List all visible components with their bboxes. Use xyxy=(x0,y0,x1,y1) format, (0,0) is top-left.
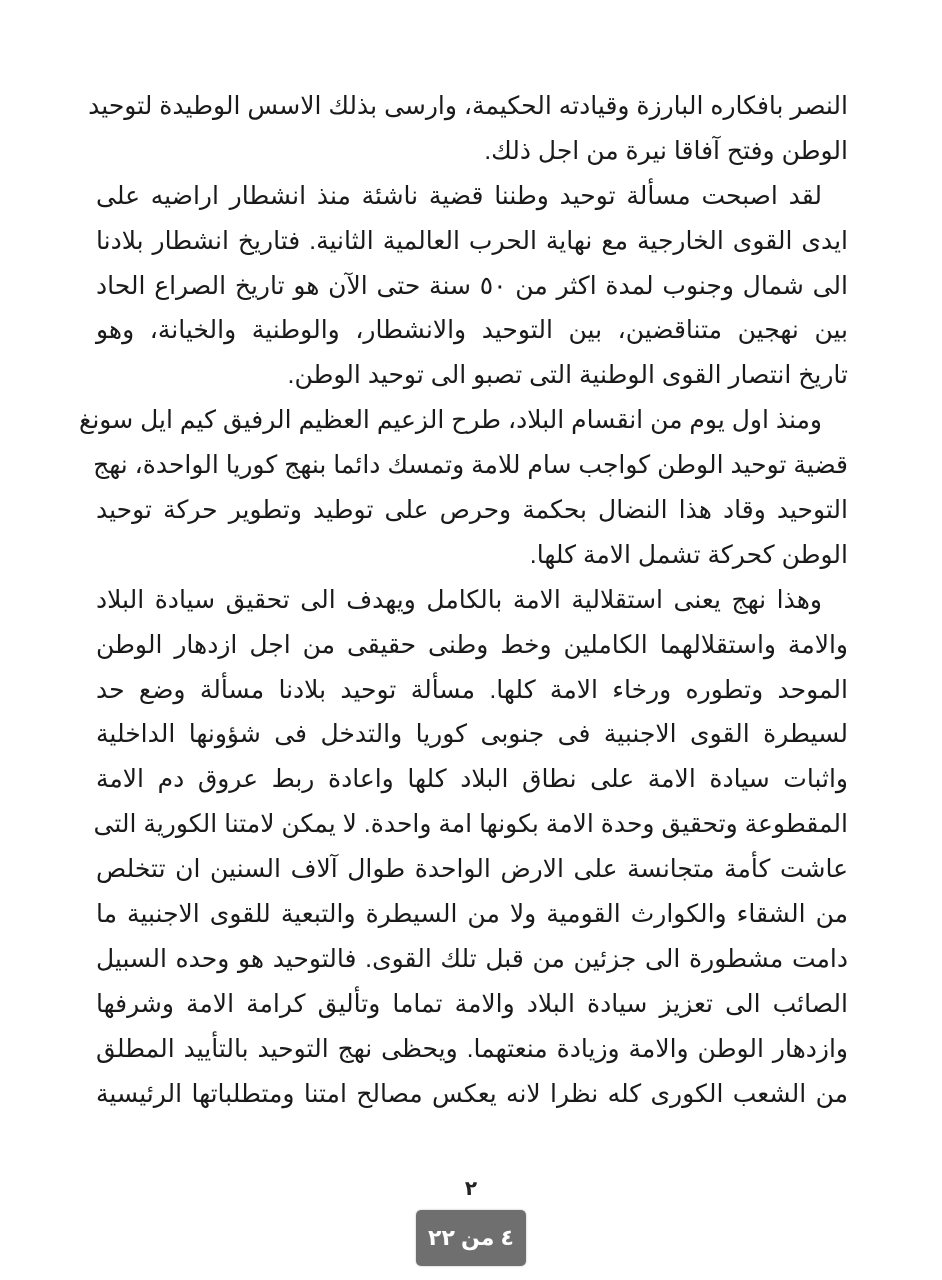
text-line: لسيطرة القوى الاجنبية فى جنوبى كوريا والتدخل فى شؤونها الداخلية xyxy=(96,720,848,749)
text-line: والامة واستقلالهما الكاملين وخط وطنى حقيقى من اجل ازدهار الوطن xyxy=(96,630,848,659)
text-line: الوطن كحركة تشمل الامة كلها. xyxy=(529,540,848,569)
text-line: عاشت كأمة متجانسة على الارض الواحدة طوال آلاف السنين ان تتخلص xyxy=(96,855,848,884)
page-indicator-text: ٤ من ٢٢ xyxy=(428,1225,514,1250)
text-line: الصائب الى تعزيز سيادة البلاد والامة تماما وتأليق كرامة الامة وشرفها xyxy=(96,989,849,1018)
text-line: الموحد وتطوره ورخاء الامة كلها. مسألة توحيد بلادنا مسألة وضع حد xyxy=(96,675,848,704)
page-number: ٢ xyxy=(464,1178,478,1200)
text-line: واثبات سيادة الامة على نطاق البلاد كلها واعادة ربط عروق دم الامة xyxy=(96,765,848,794)
text-line: الوطن وفتح آفاقا نيرة من اجل ذلك. xyxy=(484,136,848,165)
text-line: قضية توحيد الوطن كواجب سام للامة وتمسك دائما بنهج كوريا الواحدة، نهج xyxy=(93,451,848,480)
page-indicator-badge xyxy=(416,1210,526,1266)
text-line: التوحيد وقاد هذا النضال بحكمة وحرص على توطيد وتطوير حركة توحيد xyxy=(96,496,848,525)
text-line: ايدى القوى الخارجية مع نهاية الحرب العالمية الثانية. فتاريخ انشطار بلادنا xyxy=(96,226,848,255)
text-line: تاريخ انتصار القوى الوطنية التى تصبو الى توحيد الوطن. xyxy=(287,361,848,390)
text-line: من الشعب الكورى كله نظرا لانه يعكس مصالح امتنا ومتطلباتها الرئيسية xyxy=(96,1079,848,1108)
text-line: دامت مشطورة الى جزئين من قبل تلك القوى. فالتوحيد هو وحده السبيل xyxy=(96,944,848,973)
text-line: المقطوعة وتحقيق وحدة الامة بكونها امة واحدة. لا يمكن لامتنا الكورية التى xyxy=(93,810,848,839)
text-line: من الشقاء والكوارث القومية ولا من السيطرة والتبعية للقوى الاجنبية ما xyxy=(96,900,848,929)
paragraph-start-line: ومنذ اول يوم من انقسام البلاد، طرح الزعيم العظيم الرفيق كيم ايل سونغ xyxy=(79,406,822,435)
text-line: النصر بافكاره البارزة وقيادته الحكيمة، وارسى بذلك الاسس الوطيدة لتوحيد xyxy=(88,92,848,120)
text-line: وازدهار الوطن والامة وزيادة منعتهما. ويحظى نهج التوحيد بالتأييد المطلق xyxy=(96,1034,848,1063)
paragraph-start-line: وهذا نهج يعنى استقلالية الامة بالكامل ويهدف الى تحقيق سيادة البلاد xyxy=(96,585,822,614)
text-line: بين نهجين متناقضين، بين التوحيد والانشطار، والوطنية والخيانة، وهو xyxy=(96,316,848,345)
paragraph-start-line: لقد اصبحت مسألة توحيد وطننا قضية ناشئة منذ انشطار اراضيه على xyxy=(96,181,822,210)
document-body xyxy=(79,84,849,1116)
text-line: الى شمال وجنوب لمدة اكثر من ٥٠ سنة حتى الآن هو تاريخ الصراع الحاد xyxy=(96,271,848,300)
